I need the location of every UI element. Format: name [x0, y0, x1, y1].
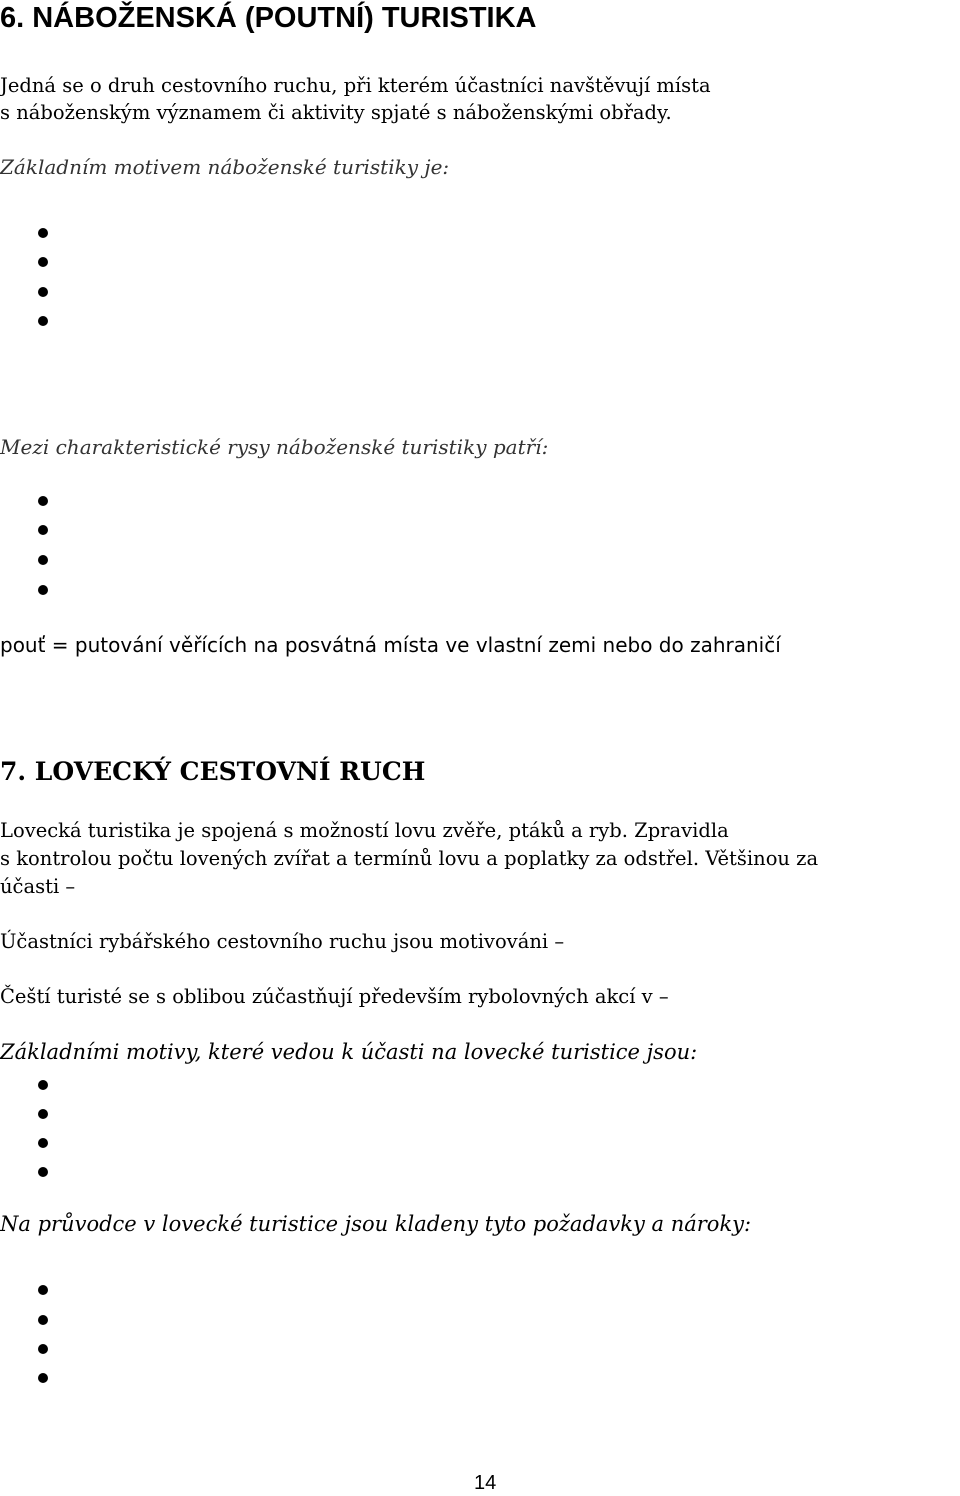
- hunting-motives-label: Základními motivy, které vedou k účasti na lovecké turistice jsou:: [0, 1040, 698, 1064]
- trait-bullet-4: [38, 585, 48, 595]
- hunting-line-1: Lovecká turistika je spojená s možností lovu zvěře, ptáků a ryb. Zpravidla: [0, 819, 729, 842]
- hunting-line-2: s kontrolou počtu lovených zvířat a termínů lovu a poplatky za odstřel. Většinou za: [0, 847, 819, 870]
- guide-bullet-1: [38, 1285, 48, 1295]
- guide-bullet-3: [38, 1344, 48, 1354]
- hunting-line-3: účasti –: [0, 875, 76, 898]
- traits-label: Mezi charakteristické rysy náboženské turistiky patří:: [0, 435, 549, 459]
- hunting-motive-bullet-3: [38, 1138, 48, 1148]
- motive-bullet-4: [38, 316, 48, 326]
- guide-bullet-4: [38, 1373, 48, 1383]
- section-6-heading: 6. NÁBOŽENSKÁ (POUTNÍ) TURISTIKA: [0, 2, 537, 34]
- motive-bullet-1: [38, 228, 48, 238]
- fishing-participants: Účastníci rybářského cestovního ruchu jsou motivováni –: [0, 930, 565, 953]
- intro-line-2: s náboženským významem či aktivity spjaté s náboženskými obřady.: [0, 101, 672, 124]
- trait-bullet-2: [38, 525, 48, 535]
- hunting-motive-bullet-2: [38, 1109, 48, 1119]
- hunting-motive-bullet-4: [38, 1167, 48, 1177]
- hunting-motive-bullet-1: [38, 1080, 48, 1090]
- trait-bullet-3: [38, 555, 48, 565]
- page-number: 14: [474, 1472, 497, 1494]
- motive-bullet-3: [38, 287, 48, 297]
- trait-bullet-1: [38, 496, 48, 506]
- guide-bullet-2: [38, 1315, 48, 1325]
- section-7-heading: 7. LOVECKÝ CESTOVNÍ RUCH: [0, 757, 426, 786]
- pout-definition: pouť = putování věřících na posvátná místa ve vlastní zemi nebo do zahraničí: [0, 633, 781, 657]
- motive-bullet-2: [38, 257, 48, 267]
- motive-label: Základním motivem náboženské turistiky je:: [0, 155, 450, 179]
- guide-requirements-label: Na průvodce v lovecké turistice jsou kladeny tyto požadavky a nároky:: [0, 1212, 752, 1236]
- czech-tourists: Čeští turisté se s oblibou zúčastňují především rybolovných akcí v –: [0, 985, 669, 1008]
- intro-line-1: Jedná se o druh cestovního ruchu, při kterém účastníci navštěvují místa: [0, 74, 711, 97]
